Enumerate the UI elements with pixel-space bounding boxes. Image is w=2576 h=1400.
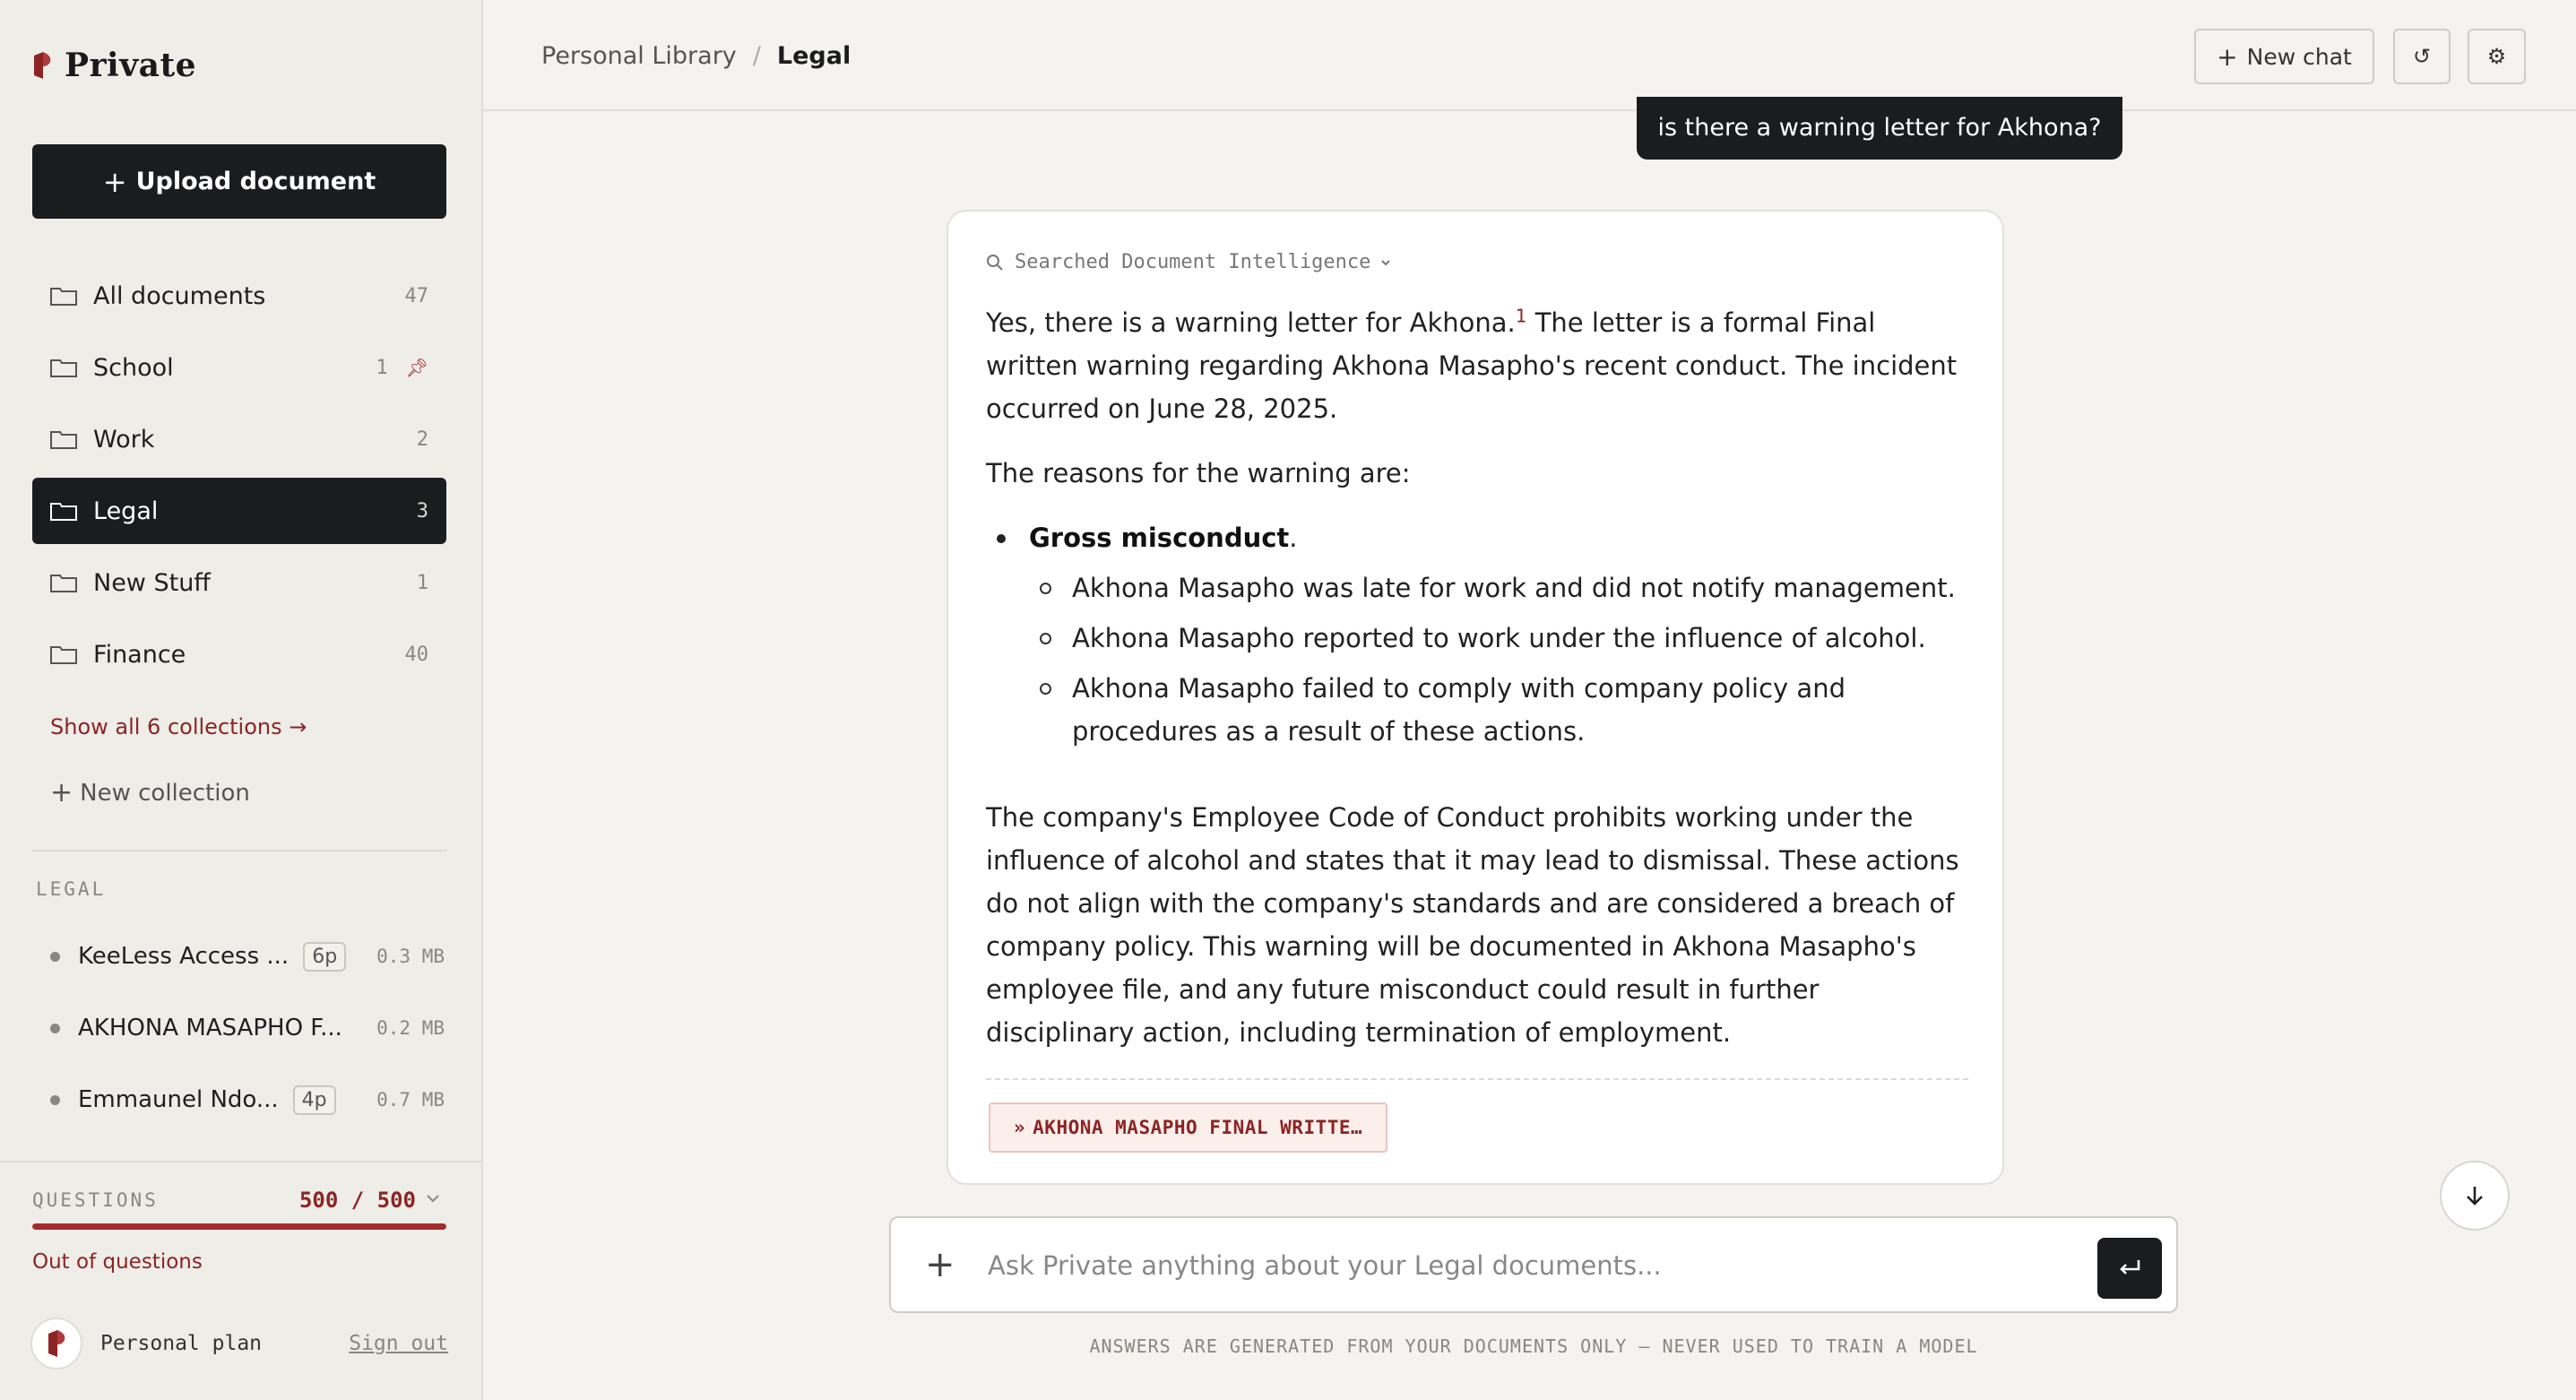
collection-label: Legal (93, 497, 159, 525)
account-row (30, 1318, 448, 1370)
breadcrumb-current: Legal (776, 42, 851, 70)
collection-all-documents[interactable] (32, 263, 446, 329)
divider (32, 850, 446, 851)
message-input[interactable]: Ask Private anything about your Legal documents... (988, 1250, 1662, 1281)
page-count-badge: 6p (303, 942, 346, 972)
status-dot (50, 952, 60, 962)
answer-body (986, 301, 1972, 1076)
collection-label: New Stuff (93, 568, 211, 597)
source-chip[interactable] (989, 1102, 1387, 1153)
new-chat-button[interactable] (2194, 29, 2374, 84)
collection-new-stuff[interactable] (32, 549, 446, 616)
folder-icon (50, 358, 77, 377)
reasons-list (986, 516, 1972, 753)
status-dot (50, 1024, 60, 1033)
questions-count: 500 / 500 (298, 1188, 416, 1213)
reason-title-suffix: . (1289, 523, 1298, 553)
avatar[interactable] (30, 1318, 82, 1370)
collection-count: 3 (416, 499, 428, 523)
upload-document-label: Upload document (135, 168, 376, 195)
questions-label: QUESTIONS (32, 1189, 159, 1211)
collection-count: 40 (404, 643, 428, 666)
collection-count: 47 (404, 284, 428, 307)
document-name: Emmaunel Ndo... (78, 1086, 279, 1113)
sub-reasons-list (1029, 566, 1972, 753)
document-item[interactable] (50, 1006, 445, 1050)
document-size: 0.7 MB (376, 1089, 445, 1110)
plus-icon: + (2217, 41, 2238, 72)
list-item (986, 516, 1972, 753)
collection-count: 2 (416, 428, 428, 451)
reason-title: Gross misconduct (1029, 523, 1290, 553)
arrow-down-icon (2461, 1182, 2488, 1209)
source-prefix-icon: » (1014, 1117, 1026, 1138)
chevron-down-icon (1379, 256, 1392, 269)
questions-progress-bar (32, 1223, 446, 1230)
citation-marker[interactable]: 1 (1515, 305, 1527, 327)
new-collection-label: New collection (80, 779, 250, 807)
status-dot (50, 1095, 60, 1105)
top-bar (483, 0, 2576, 111)
document-name: KeeLess Access ... (78, 943, 290, 970)
collection-legal[interactable] (32, 478, 446, 544)
new-chat-label: New chat (2246, 43, 2352, 70)
list-item: Akhona Masapho failed to comply with company policy and procedures as a result of these actions. (1029, 667, 1972, 753)
answer-closing: The company's Employee Code of Conduct prohibits working under the influence of alcohol and states that it may lead to dismissal. These actions do not align with the company's standards and are considered a breach of company policy. This warning will be documented in Akhona Masapho's employee file, and any future misconduct could result in further disciplinary action, including termination of employment. (986, 802, 1959, 1048)
list-item: Akhona Masapho reported to work under the influence of alcohol. (1029, 617, 1972, 660)
attach-plus-icon[interactable]: + (925, 1244, 955, 1285)
usage-panel (0, 1161, 481, 1400)
page-count-badge: 4p (293, 1085, 336, 1115)
refresh-button[interactable] (2393, 29, 2451, 84)
document-item[interactable] (50, 934, 445, 979)
folder-icon (50, 286, 77, 306)
logo-icon (47, 1330, 66, 1357)
divider (986, 1078, 1968, 1080)
searched-toggle[interactable] (986, 251, 1403, 273)
sign-out-link[interactable]: Sign out (349, 1332, 448, 1355)
new-collection-button[interactable] (50, 777, 250, 808)
show-all-collections-link[interactable]: Show all 6 collections → (50, 714, 307, 739)
list-item: Akhona Masapho was late for work and did not notify management. (1029, 566, 1972, 609)
plus-icon: + (102, 164, 127, 199)
settings-button[interactable] (2468, 29, 2526, 84)
answer-intro-text-cont: The letter is a formal Final written warning regarding Akhona Masapho's recent conduct. The incident occurred on June 28, 2025. (986, 307, 1958, 424)
document-size: 0.2 MB (376, 1017, 445, 1039)
disclaimer: ANSWERS ARE GENERATED FROM YOUR DOCUMENTS ONLY — NEVER USED TO TRAIN A MODEL (1089, 1335, 1978, 1357)
breadcrumb-separator: / (752, 42, 761, 70)
plan-name: Personal plan (100, 1332, 263, 1355)
collection-label: Finance (93, 640, 186, 669)
answer-intro (986, 301, 1972, 430)
collection-work[interactable] (32, 406, 446, 472)
questions-status: Out of questions (32, 1250, 203, 1274)
searched-label: Searched Document Intelligence (1015, 251, 1371, 273)
send-button[interactable] (2097, 1238, 2162, 1299)
document-size: 0.3 MB (376, 946, 445, 967)
plus-icon: + (50, 777, 73, 808)
answer-intro-text: Yes, there is a warning letter for Akhona. (986, 307, 1516, 338)
document-item[interactable] (50, 1077, 445, 1122)
reasons-heading: The reasons for the warning are: (986, 458, 1411, 488)
section-label: LEGAL (36, 878, 107, 900)
composer (889, 1216, 2178, 1313)
chevron-down-icon[interactable] (424, 1189, 442, 1207)
source-label: AKHONA MASAPHO FINAL WRITTE… (1033, 1117, 1363, 1138)
questions-progress-fill (32, 1223, 446, 1230)
assistant-message (947, 210, 2004, 1185)
folder-icon (50, 573, 77, 592)
refresh-icon: ↺ (2412, 44, 2432, 69)
collection-label: Work (93, 425, 155, 454)
logo-icon (32, 52, 52, 79)
collection-school[interactable] (32, 334, 446, 401)
document-name: AKHONA MASAPHO F... (78, 1015, 342, 1041)
enter-icon (2117, 1258, 2142, 1278)
collection-label: All documents (93, 281, 266, 310)
gear-icon: ⚙ (2486, 44, 2507, 69)
user-message-text: is there a warning letter for Akhona? (1657, 114, 2102, 142)
brand[interactable] (32, 47, 196, 84)
upload-document-button[interactable] (32, 144, 446, 219)
collection-count: 1 (416, 571, 428, 594)
search-icon (986, 254, 1004, 272)
user-message (1637, 97, 2122, 160)
app-name: Private (65, 47, 196, 84)
folder-icon (50, 644, 77, 664)
sidebar (0, 0, 483, 1400)
collection-label: School (93, 353, 174, 382)
breadcrumb-personal-library[interactable]: Personal Library (541, 42, 737, 70)
folder-icon (50, 429, 77, 449)
scroll-to-bottom-button[interactable] (2440, 1161, 2510, 1231)
collection-count: 1 (376, 356, 388, 379)
collection-finance[interactable] (32, 621, 446, 687)
folder-icon (50, 501, 77, 521)
breadcrumb (541, 42, 851, 70)
pin-icon[interactable]: 📌︎ (405, 357, 428, 378)
